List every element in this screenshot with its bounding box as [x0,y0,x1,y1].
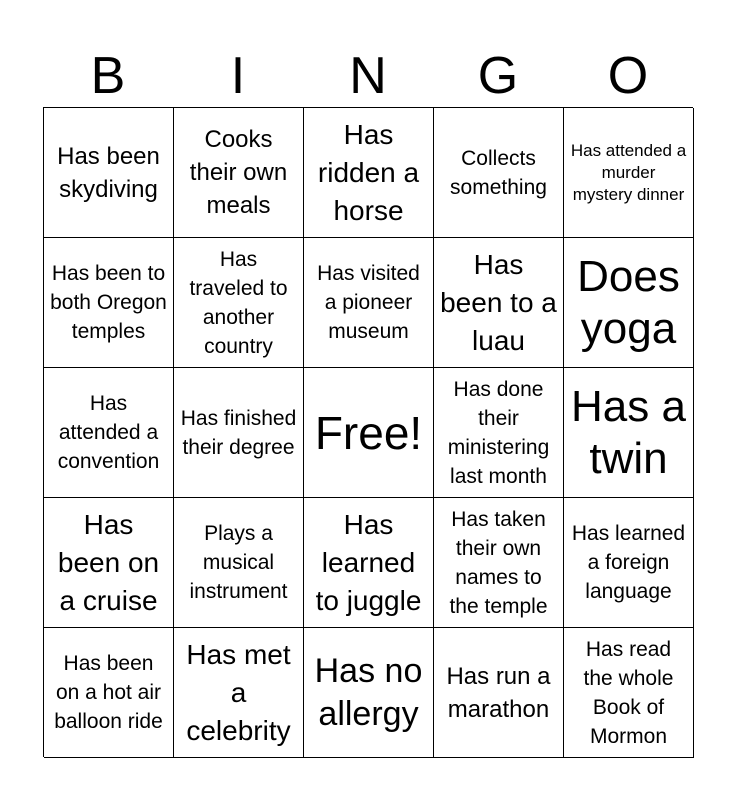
header-letter-b: B [90,47,126,105]
bingo-cell-free[interactable] [304,368,434,498]
bingo-cell-r2-c1[interactable] [174,368,304,498]
bingo-cell-r2-c3[interactable] [434,368,564,498]
cell-text: Has taken their own names to the temple [449,507,548,618]
cell-text: Has been to both Oregon temples [50,262,167,343]
header-letter-g: G [477,47,519,105]
bingo-cell-r1-c0[interactable] [44,238,174,368]
bingo-board [43,107,693,757]
bingo-cell-r1-c3[interactable] [434,238,564,368]
bingo-cell-r1-c1[interactable] [174,238,304,368]
bingo-cell-r4-c1[interactable] [174,628,304,758]
cell-text: Cooks their own meals [189,126,288,219]
bingo-cell-r0-c3[interactable] [434,108,564,238]
cell-text: Collects something [450,146,547,199]
cell-text: Does yoga [577,251,680,353]
bingo-cell-r0-c2[interactable] [304,108,434,238]
cell-text: Has been to a luau [440,248,557,356]
cell-text: Has learned a foreign language [571,522,686,603]
bingo-cell-r3-c1[interactable] [174,498,304,628]
bingo-cell-r1-c4[interactable] [564,238,694,368]
header-letter-o: O [607,47,649,105]
bingo-cell-r4-c3[interactable] [434,628,564,758]
cell-text: Has been skydiving [57,142,160,203]
cell-text: Has met a celebrity [186,638,291,746]
bingo-cell-r2-c4[interactable] [564,368,694,498]
cell-text: Has a twin [571,381,686,483]
bingo-cell-r3-c0[interactable] [44,498,174,628]
bingo-cell-r1-c2[interactable] [304,238,434,368]
bingo-cell-r4-c2[interactable] [304,628,434,758]
bingo-cell-r4-c0[interactable] [44,628,174,758]
cell-text: Plays a musical instrument [189,522,288,603]
cell-text: Has run a marathon [446,662,551,723]
bingo-cell-r4-c4[interactable] [564,628,694,758]
cell-text: Has traveled to another country [189,247,288,358]
bingo-cell-r3-c4[interactable] [564,498,694,628]
bingo-cell-r2-c0[interactable] [44,368,174,498]
bingo-cell-r0-c4[interactable] [564,108,694,238]
cell-text: Has ridden a horse [317,118,420,226]
cell-text: Has attended a convention [57,392,160,473]
bingo-header [43,44,693,108]
bingo-cell-r3-c3[interactable] [434,498,564,628]
free-space-text: Free! [314,406,423,459]
header-letter-n: N [349,47,387,105]
cell-text: Has been on a hot air balloon ride [54,652,163,733]
header-letter-i: I [230,47,246,105]
cell-text: Has finished their degree [180,406,297,459]
cell-text: Has visited a pioneer museum [317,262,420,343]
cell-text: Has been on a cruise [57,508,160,616]
cell-text: Has no allergy [314,651,423,733]
cell-text: Has learned to juggle [315,508,422,616]
cell-text: Has read the whole Book of Mormon [583,637,674,748]
bingo-cell-r0-c0[interactable] [44,108,174,238]
bingo-cell-r0-c1[interactable] [174,108,304,238]
cell-text: Has attended a murder mystery dinner [570,140,687,204]
bingo-cell-r3-c2[interactable] [304,498,434,628]
cell-text: Has done their ministering last month [447,377,550,488]
